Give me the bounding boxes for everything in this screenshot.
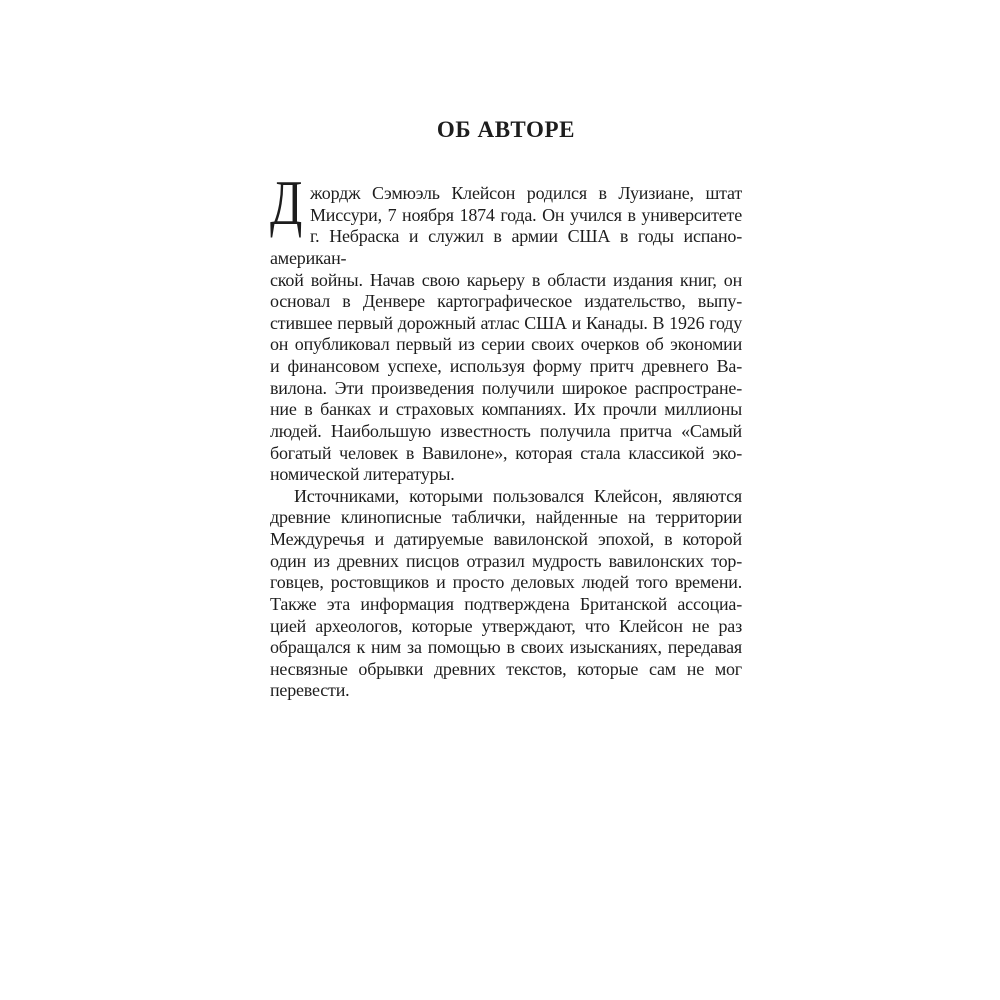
paragraph-2-line: несвязные обрывки древних текстов, которые сам не мог bbox=[270, 658, 742, 679]
paragraph-2-line: обращался к ним за помощью в своих изысканиях, передавая bbox=[270, 637, 742, 658]
paragraph-2-line: Междуречья и датируемые вавилонской эпохой, в которой bbox=[270, 529, 742, 549]
paragraph-1-line: г. Небраска и служил в армии США в годы испано-американ- bbox=[270, 226, 742, 268]
paragraph-2-line: Источниками, которыми пользовался Клейсон, являются bbox=[294, 485, 742, 506]
drop-cap-letter: Д bbox=[270, 167, 303, 238]
paragraph-1-line: основал в Денвере картографическое издательство, выпу- bbox=[270, 291, 742, 312]
paragraph-1-line: он опубликовал первый из серии своих очерков об экономии bbox=[270, 334, 742, 355]
about-author-text bbox=[270, 167, 742, 702]
paragraph-1-line: ние в банках и страховых компаниях. Их прочли миллионы bbox=[270, 399, 742, 420]
paragraph-1-line: людей. Наибольшую известность получила притча «Самый bbox=[270, 420, 742, 441]
paragraph-1-line: жордж Сэмюэль Клейсон родился в Луизиане, штат bbox=[310, 183, 742, 203]
paragraph-2-line: древние клинописные таблички, найденные на территории bbox=[270, 507, 742, 528]
paragraph-2-line: один из древних писцов отразил мудрость вавилонских тор- bbox=[270, 550, 742, 571]
paragraph-2-line: перевести. bbox=[270, 680, 350, 701]
paragraph-2-line: Также эта информация подтверждена Британской ассоциа- bbox=[270, 593, 742, 614]
page-title: ОБ АВТОРЕ bbox=[436, 117, 576, 142]
paragraph-1-line: вилона. Эти произведения получили широкое распростране- bbox=[270, 377, 742, 398]
paragraph-1-line: номической литературы. bbox=[270, 464, 455, 485]
paragraph-1-line: и финансовом успехе, используя форму притч древнего Ва- bbox=[270, 356, 742, 376]
paragraph-1-line: богатый человек в Вавилоне», которая стала классикой эко- bbox=[270, 442, 742, 463]
paragraph-2-line: цией археологов, которые утверждают, что Клейсон не раз bbox=[270, 615, 742, 636]
paragraph-2-line: говцев, ростовщиков и просто деловых людей того времени. bbox=[270, 572, 742, 593]
drop-cap bbox=[270, 167, 310, 238]
paragraph-1-line: Миссури, 7 ноября 1874 года. Он учился в университете bbox=[310, 204, 742, 225]
paragraph-1-line: ской войны. Начав свою карьеру в области издания книг, он bbox=[270, 269, 742, 290]
paragraph-1-line: стившее первый дорожный атлас США и Канады. В 1926 году bbox=[270, 312, 742, 333]
